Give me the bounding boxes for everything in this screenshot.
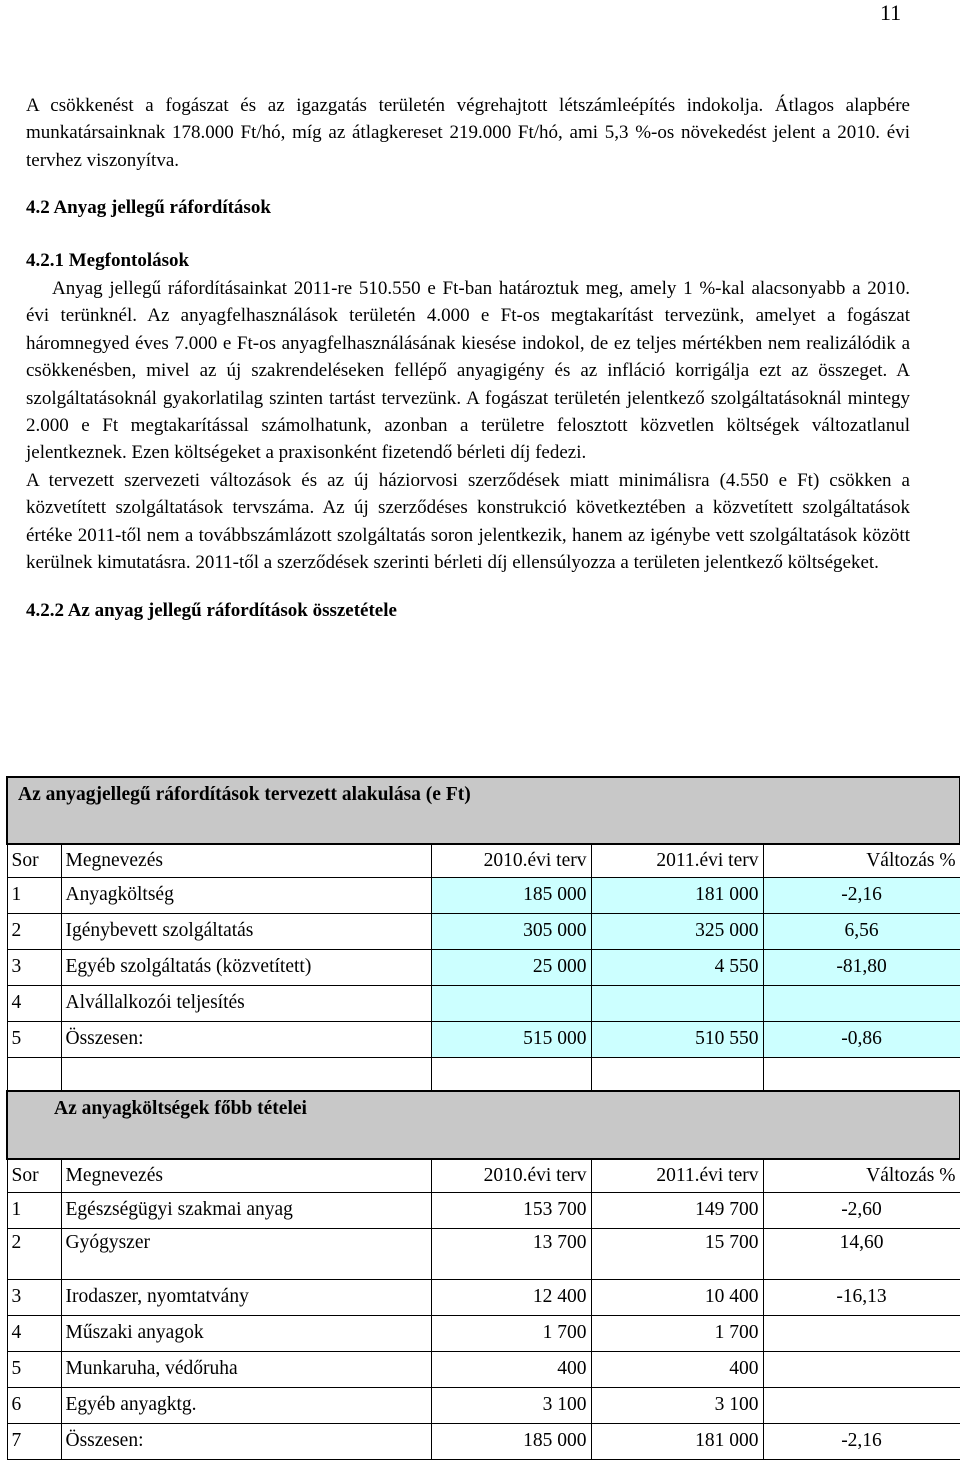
- row-name: Egészségügyi szakmai anyag: [61, 1192, 431, 1228]
- row-sor: 1: [7, 877, 61, 913]
- table-material-cost-items: [6, 1090, 960, 1460]
- body-text: [26, 92, 910, 624]
- paragraph-considerations: Anyag jellegű ráfordításainkat 2011-re 510.550 e Ft-ban határoztuk meg, amely 1 %-kal alacsonyabb a 2010. évi terünknél. Az anyagfelhasználások területén 4.000 e Ft-os megtakarítást tervezünk, amelyet a fogászat háromnegyed éves 7.000 e Ft-os anyagfelhasználásának kiesése indokol, de ez teljes mértékben nem realizálódik a csökkenésben, mivel az új szakrendeléseken fellépő anyagigény és az infláció korrigálja ezt az összeget. A szolgáltatásoknál gyakorlatilag szinten tartást tervezünk. A fogászat területén jelentkező szolgáltatásoknál mintegy 2.000 e Ft megtakarítással számolhatunk, azonban a területre felosztott közvetlen költségek változatlanul jelentkeznek. Ezen költségeket a praxisonként fizetendő bérleti díj fedezi.: [26, 278, 910, 464]
- row-sor: 6: [7, 1387, 61, 1423]
- table-row: [7, 1192, 960, 1228]
- row-change: [763, 1351, 960, 1387]
- row-2011: 400: [591, 1351, 763, 1387]
- table2-header-row: [7, 1159, 960, 1192]
- row-2010: 185 000: [431, 877, 591, 913]
- header-2011: 2011.évi terv: [591, 844, 763, 877]
- row-2011: 10 400: [591, 1279, 763, 1315]
- row-2011: 4 550: [591, 949, 763, 985]
- row-2011: 325 000: [591, 913, 763, 949]
- spacer-cell: [7, 1057, 61, 1093]
- header-2010: 2010.évi terv: [431, 844, 591, 877]
- spacer-cell: [763, 1057, 960, 1093]
- table-row: [7, 1351, 960, 1387]
- row-name: Igénybevett szolgáltatás: [61, 913, 431, 949]
- table-row: [7, 1387, 960, 1423]
- row-sor: 3: [7, 949, 61, 985]
- header-sor: Sor: [7, 844, 61, 877]
- table-row: [7, 1423, 960, 1459]
- row-name: Anyagköltség: [61, 877, 431, 913]
- row-sor: 1: [7, 1192, 61, 1228]
- row-2011: 15 700: [591, 1228, 763, 1279]
- row-name: Alvállalkozói teljesítés: [61, 985, 431, 1021]
- row-2011: 181 000: [591, 877, 763, 913]
- row-name: Munkaruha, védőruha: [61, 1351, 431, 1387]
- paragraph-services: A tervezett szervezeti változások és az új háziorvosi szerződések miatt minimálisra (4.550 e Ft) csökken a közvetített szolgáltatások tervszáma. Az új szerződéses konstrukció következtében a közvetített szolgáltatások értéke 2011-től nem a továbbszámlázott szolgáltatás soron jelentkezik, hanem az igénybe vett szolgáltatások között kerülnek kimutatásra. 2011-től a szerződések szerinti bérleti díj ellensúlyozza a területen jelentkező költségeket.: [26, 469, 910, 574]
- row-2011: 149 700: [591, 1192, 763, 1228]
- row-change: [763, 1387, 960, 1423]
- spacer-cell: [591, 1057, 763, 1093]
- header-sor: Sor: [7, 1159, 61, 1192]
- page-number: 11: [880, 0, 902, 25]
- header-2011: 2011.évi terv: [591, 1159, 763, 1192]
- table-row: [7, 1315, 960, 1351]
- row-change: 6,56: [763, 913, 960, 949]
- row-2010: 1 700: [431, 1315, 591, 1351]
- row-sor: 2: [7, 1228, 61, 1279]
- row-change: [763, 1315, 960, 1351]
- table-row: [7, 1021, 960, 1057]
- table1-title: Az anyagjellegű ráfordítások tervezett alakulása (e Ft): [7, 777, 960, 844]
- row-sor: 3: [7, 1279, 61, 1315]
- row-sor: 5: [7, 1351, 61, 1387]
- row-sor: 7: [7, 1423, 61, 1459]
- row-2010: 3 100: [431, 1387, 591, 1423]
- row-name: Műszaki anyagok: [61, 1315, 431, 1351]
- row-2010: [431, 985, 591, 1021]
- paragraph-intro: A csökkenést a fogászat és az igazgatás területén végrehajtott létszámleépítés indokolja. Átlagos alapbére munkatársainknak 178.000 Ft/hó, míg az átlagkereset 219.000 Ft/hó, ami 5,3 %-os növekedést jelent a 2010. évi tervhez viszonyítva.: [26, 95, 910, 171]
- row-name: Irodaszer, nyomtatvány: [61, 1279, 431, 1315]
- header-change: Változás %: [763, 844, 960, 877]
- table-row: [7, 1279, 960, 1315]
- row-2010: 515 000: [431, 1021, 591, 1057]
- row-2010: 13 700: [431, 1228, 591, 1279]
- row-sor: 4: [7, 985, 61, 1021]
- header-name: Megnevezés: [61, 1159, 431, 1192]
- table-spacer-row: [7, 1057, 960, 1093]
- row-2010: 400: [431, 1351, 591, 1387]
- heading-4-2-2: 4.2.2 Az anyag jellegű ráfordítások összetétele: [26, 599, 397, 621]
- table-row: [7, 985, 960, 1021]
- table-row: [7, 1228, 960, 1279]
- table-row: [7, 913, 960, 949]
- table-material-costs-plan: [6, 776, 960, 1094]
- row-name: Összesen:: [61, 1021, 431, 1057]
- table1-header-row: [7, 844, 960, 877]
- row-sor: 2: [7, 913, 61, 949]
- table-row: [7, 877, 960, 913]
- row-sor: 5: [7, 1021, 61, 1057]
- row-2011: 510 550: [591, 1021, 763, 1057]
- row-2010: 25 000: [431, 949, 591, 985]
- row-name: Összesen:: [61, 1423, 431, 1459]
- row-2011: 1 700: [591, 1315, 763, 1351]
- row-name: Egyéb anyagktg.: [61, 1387, 431, 1423]
- heading-4-2-1: 4.2.1 Megfontolások: [26, 249, 190, 271]
- row-2011: 3 100: [591, 1387, 763, 1423]
- header-change: Változás %: [763, 1159, 960, 1192]
- header-name: Megnevezés: [61, 844, 431, 877]
- table-row: [7, 949, 960, 985]
- spacer-cell: [61, 1057, 431, 1093]
- header-2010: 2010.évi terv: [431, 1159, 591, 1192]
- row-name: Gyógyszer: [61, 1228, 431, 1279]
- row-change: -81,80: [763, 949, 960, 985]
- row-2011: 181 000: [591, 1423, 763, 1459]
- row-2010: 305 000: [431, 913, 591, 949]
- row-2010: 185 000: [431, 1423, 591, 1459]
- row-change: -2,16: [763, 877, 960, 913]
- row-2010: 153 700: [431, 1192, 591, 1228]
- row-change: -0,86: [763, 1021, 960, 1057]
- row-sor: 4: [7, 1315, 61, 1351]
- row-2011: [591, 985, 763, 1021]
- row-change: -16,13: [763, 1279, 960, 1315]
- table2-title: Az anyagköltségek főbb tételei: [7, 1091, 960, 1159]
- row-2010: 12 400: [431, 1279, 591, 1315]
- row-change: [763, 985, 960, 1021]
- row-change: -2,60: [763, 1192, 960, 1228]
- row-change: 14,60: [763, 1228, 960, 1279]
- spacer-cell: [431, 1057, 591, 1093]
- row-change: -2,16: [763, 1423, 960, 1459]
- row-name: Egyéb szolgáltatás (közvetített): [61, 949, 431, 985]
- heading-4-2: 4.2 Anyag jellegű ráfordítások: [26, 197, 271, 219]
